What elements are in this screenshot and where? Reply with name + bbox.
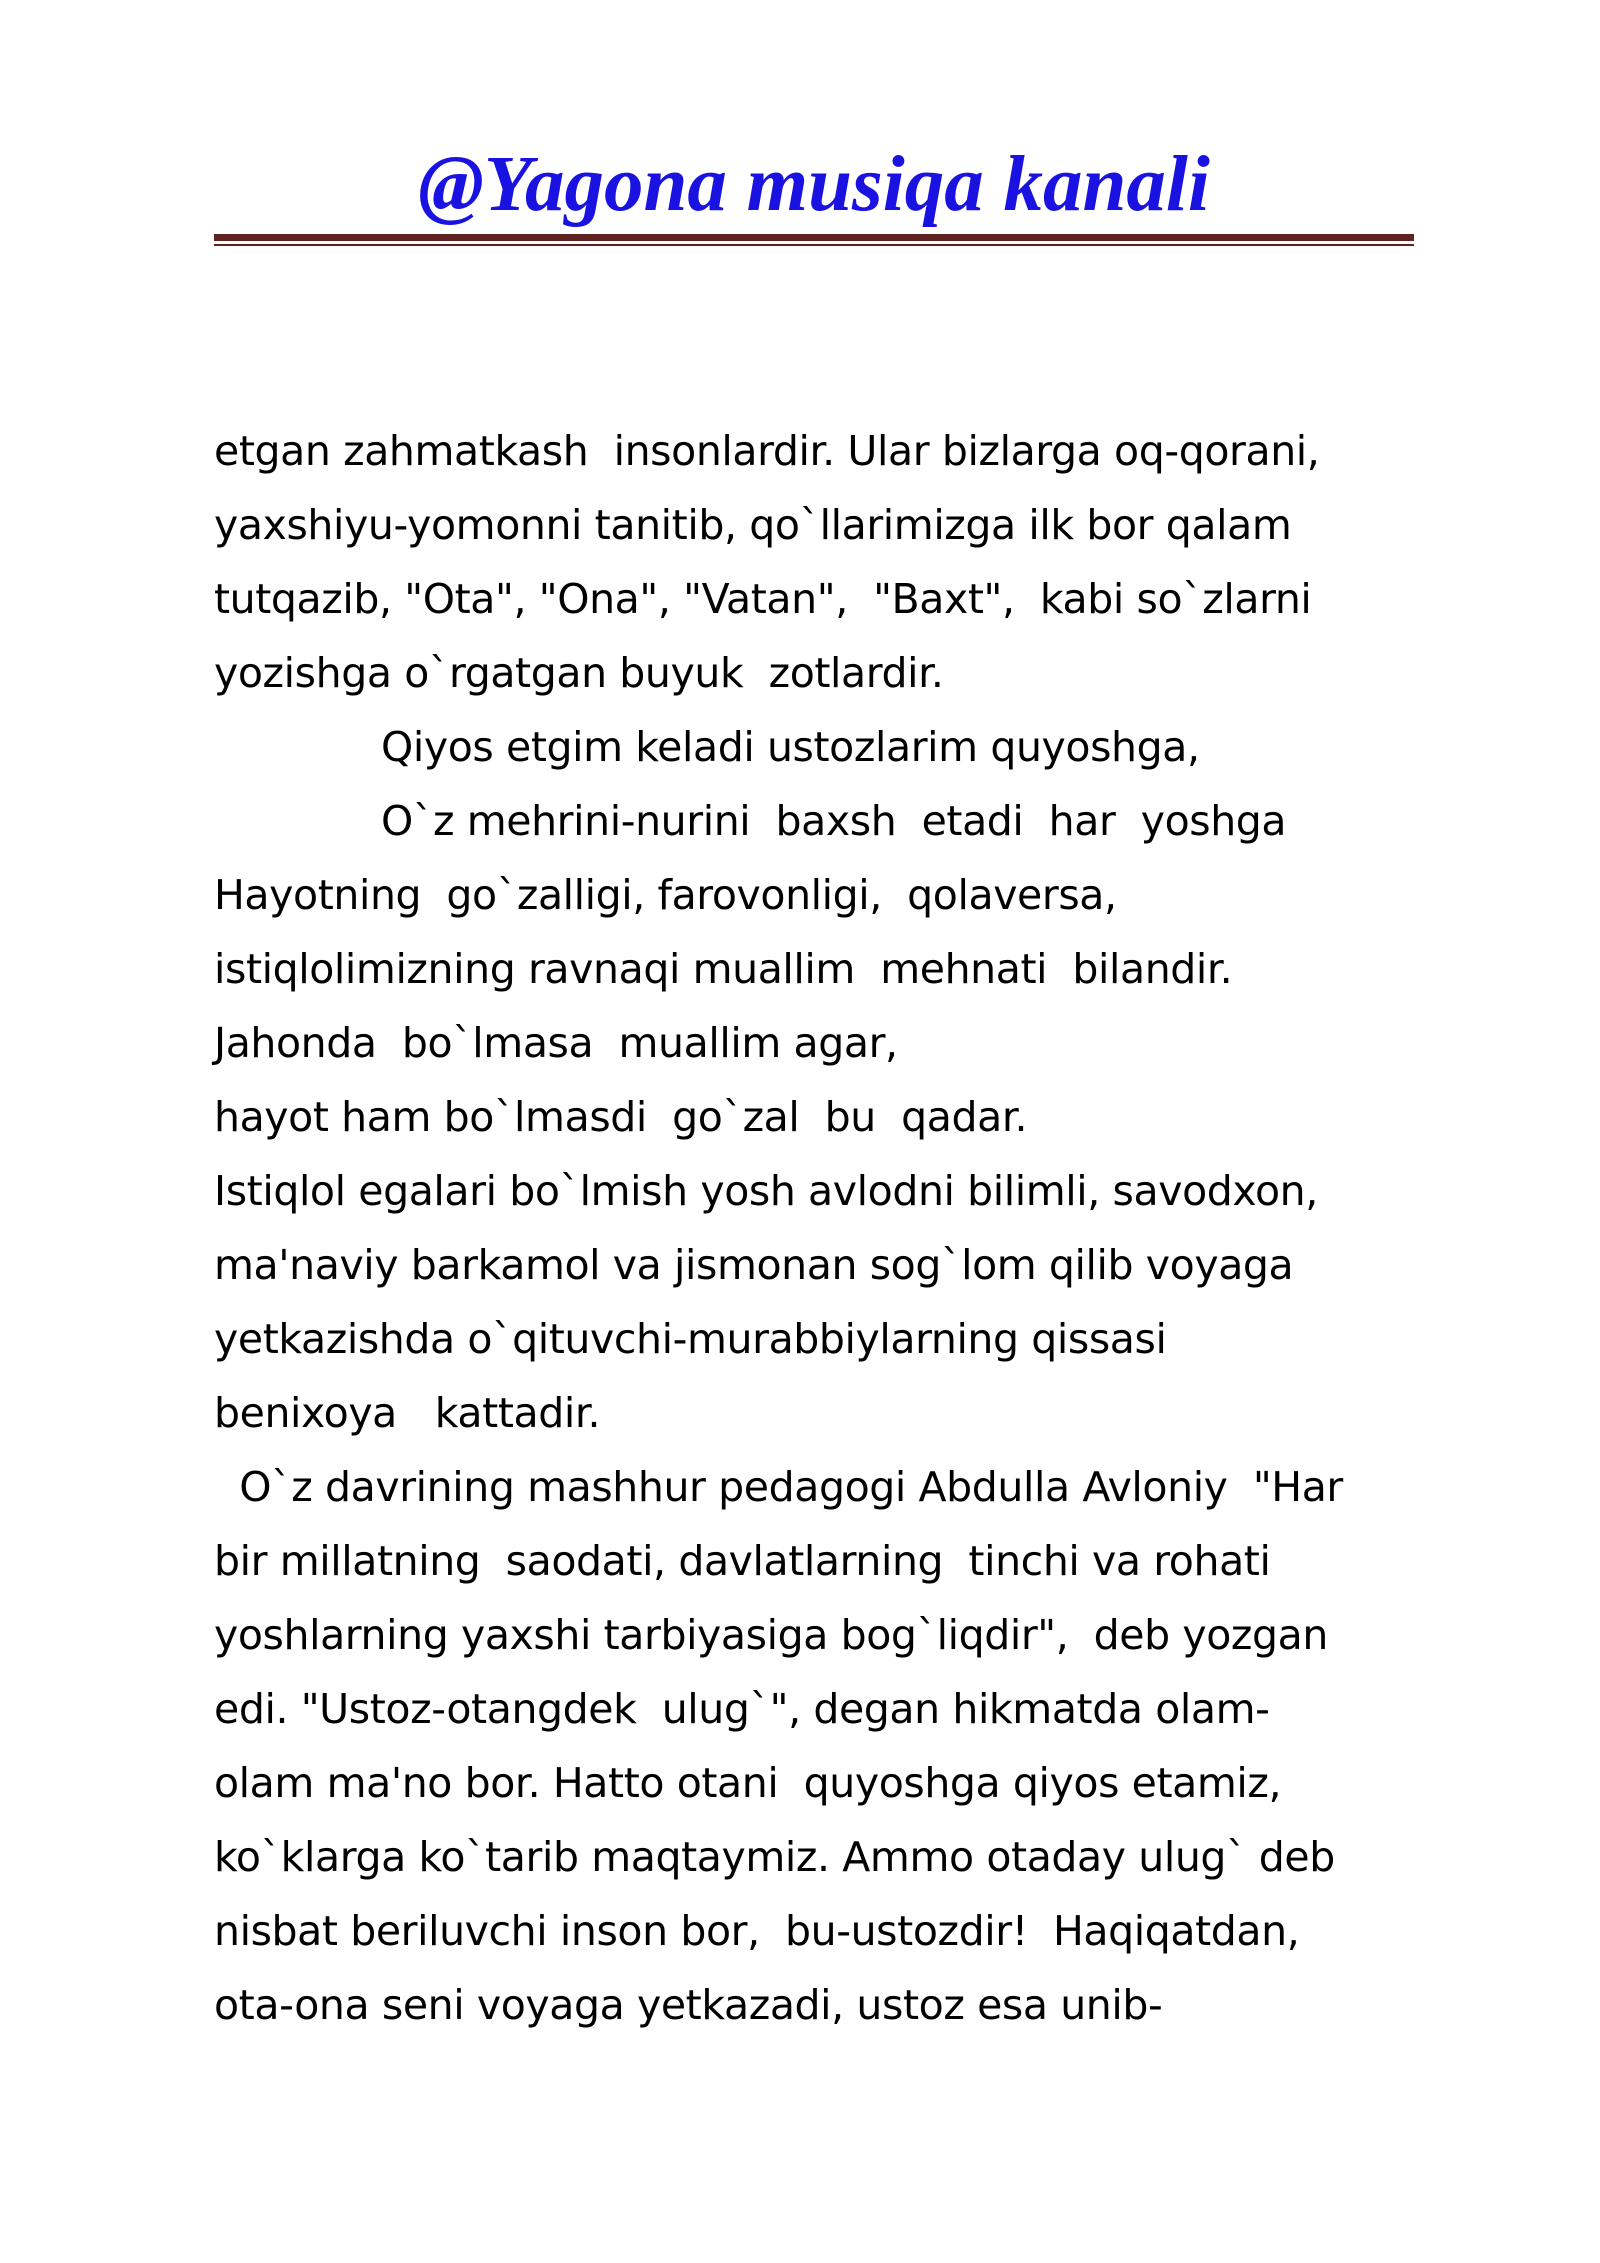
verse-line: Jahonda bo`lmasa muallim agar, [214, 1019, 898, 1067]
text-line: edi. "Ustoz-otangdek ulug`", degan hikmatda olam- [214, 1685, 1270, 1733]
text-line: O`z davrining mashhur pedagogi Abdulla Avloniy "Har [214, 1463, 1343, 1511]
text-line: Hayotning go`zalligi, farovonligi, qolaversa, [214, 871, 1117, 919]
text-line: tutqazib, "Ota", "Ona", "Vatan", "Baxt", kabi so`zlarni [214, 575, 1312, 623]
text-line: olam ma'no bor. Hatto otani quyoshga qiyos etamiz, [214, 1759, 1282, 1807]
text-line: benixoya kattadir. [214, 1389, 601, 1437]
text-line: ma'naviy barkamol va jismonan sog`lom qilib voyaga [214, 1241, 1294, 1289]
text-line: yaxshiyu-yomonni tanitib, qo`llarimizga ilk bor qalam [214, 501, 1292, 549]
text-line: yetkazishda o`qituvchi-murabbiylarning qissasi [214, 1315, 1167, 1363]
text-line: ko`klarga ko`tarib maqtaymiz. Ammo otaday ulug` deb [214, 1833, 1335, 1881]
text-line: Istiqlol egalari bo`lmish yosh avlodni bilimli, savodxon, [214, 1167, 1318, 1215]
text-line: yoshlarning yaxshi tarbiyasiga bog`liqdir", deb yozgan [214, 1611, 1328, 1659]
text-line: yozishga o`rgatgan buyuk zotlardir. [214, 649, 944, 697]
verse-line: O`z mehrini-nurini baxsh etadi har yoshga [381, 797, 1287, 845]
verse-line: hayot ham bo`lmasdi go`zal bu qadar. [214, 1093, 1028, 1141]
verse-line: Qiyos etgim keladi ustozlarim quyoshga, [381, 723, 1200, 771]
text-line: etgan zahmatkash insonlardir. Ular bizlarga oq-qorani, [214, 427, 1320, 475]
text-line: nisbat beriluvchi inson bor, bu-ustozdir! Haqiqatdan, [214, 1907, 1300, 1955]
header-divider-thin [214, 244, 1414, 246]
text-line: istiqlolimizning ravnaqi muallim mehnati bilandir. [214, 945, 1233, 993]
text-line: bir millatning saodati, davlatlarning tinchi va rohati [214, 1537, 1271, 1585]
header-title: @Yagona musiqa kanali [418, 141, 1210, 228]
text-line: ota-ona seni voyaga yetkazadi, ustoz esa unib- [214, 1981, 1163, 2029]
header-divider-thick [214, 234, 1414, 241]
body-text [214, 414, 1414, 2042]
